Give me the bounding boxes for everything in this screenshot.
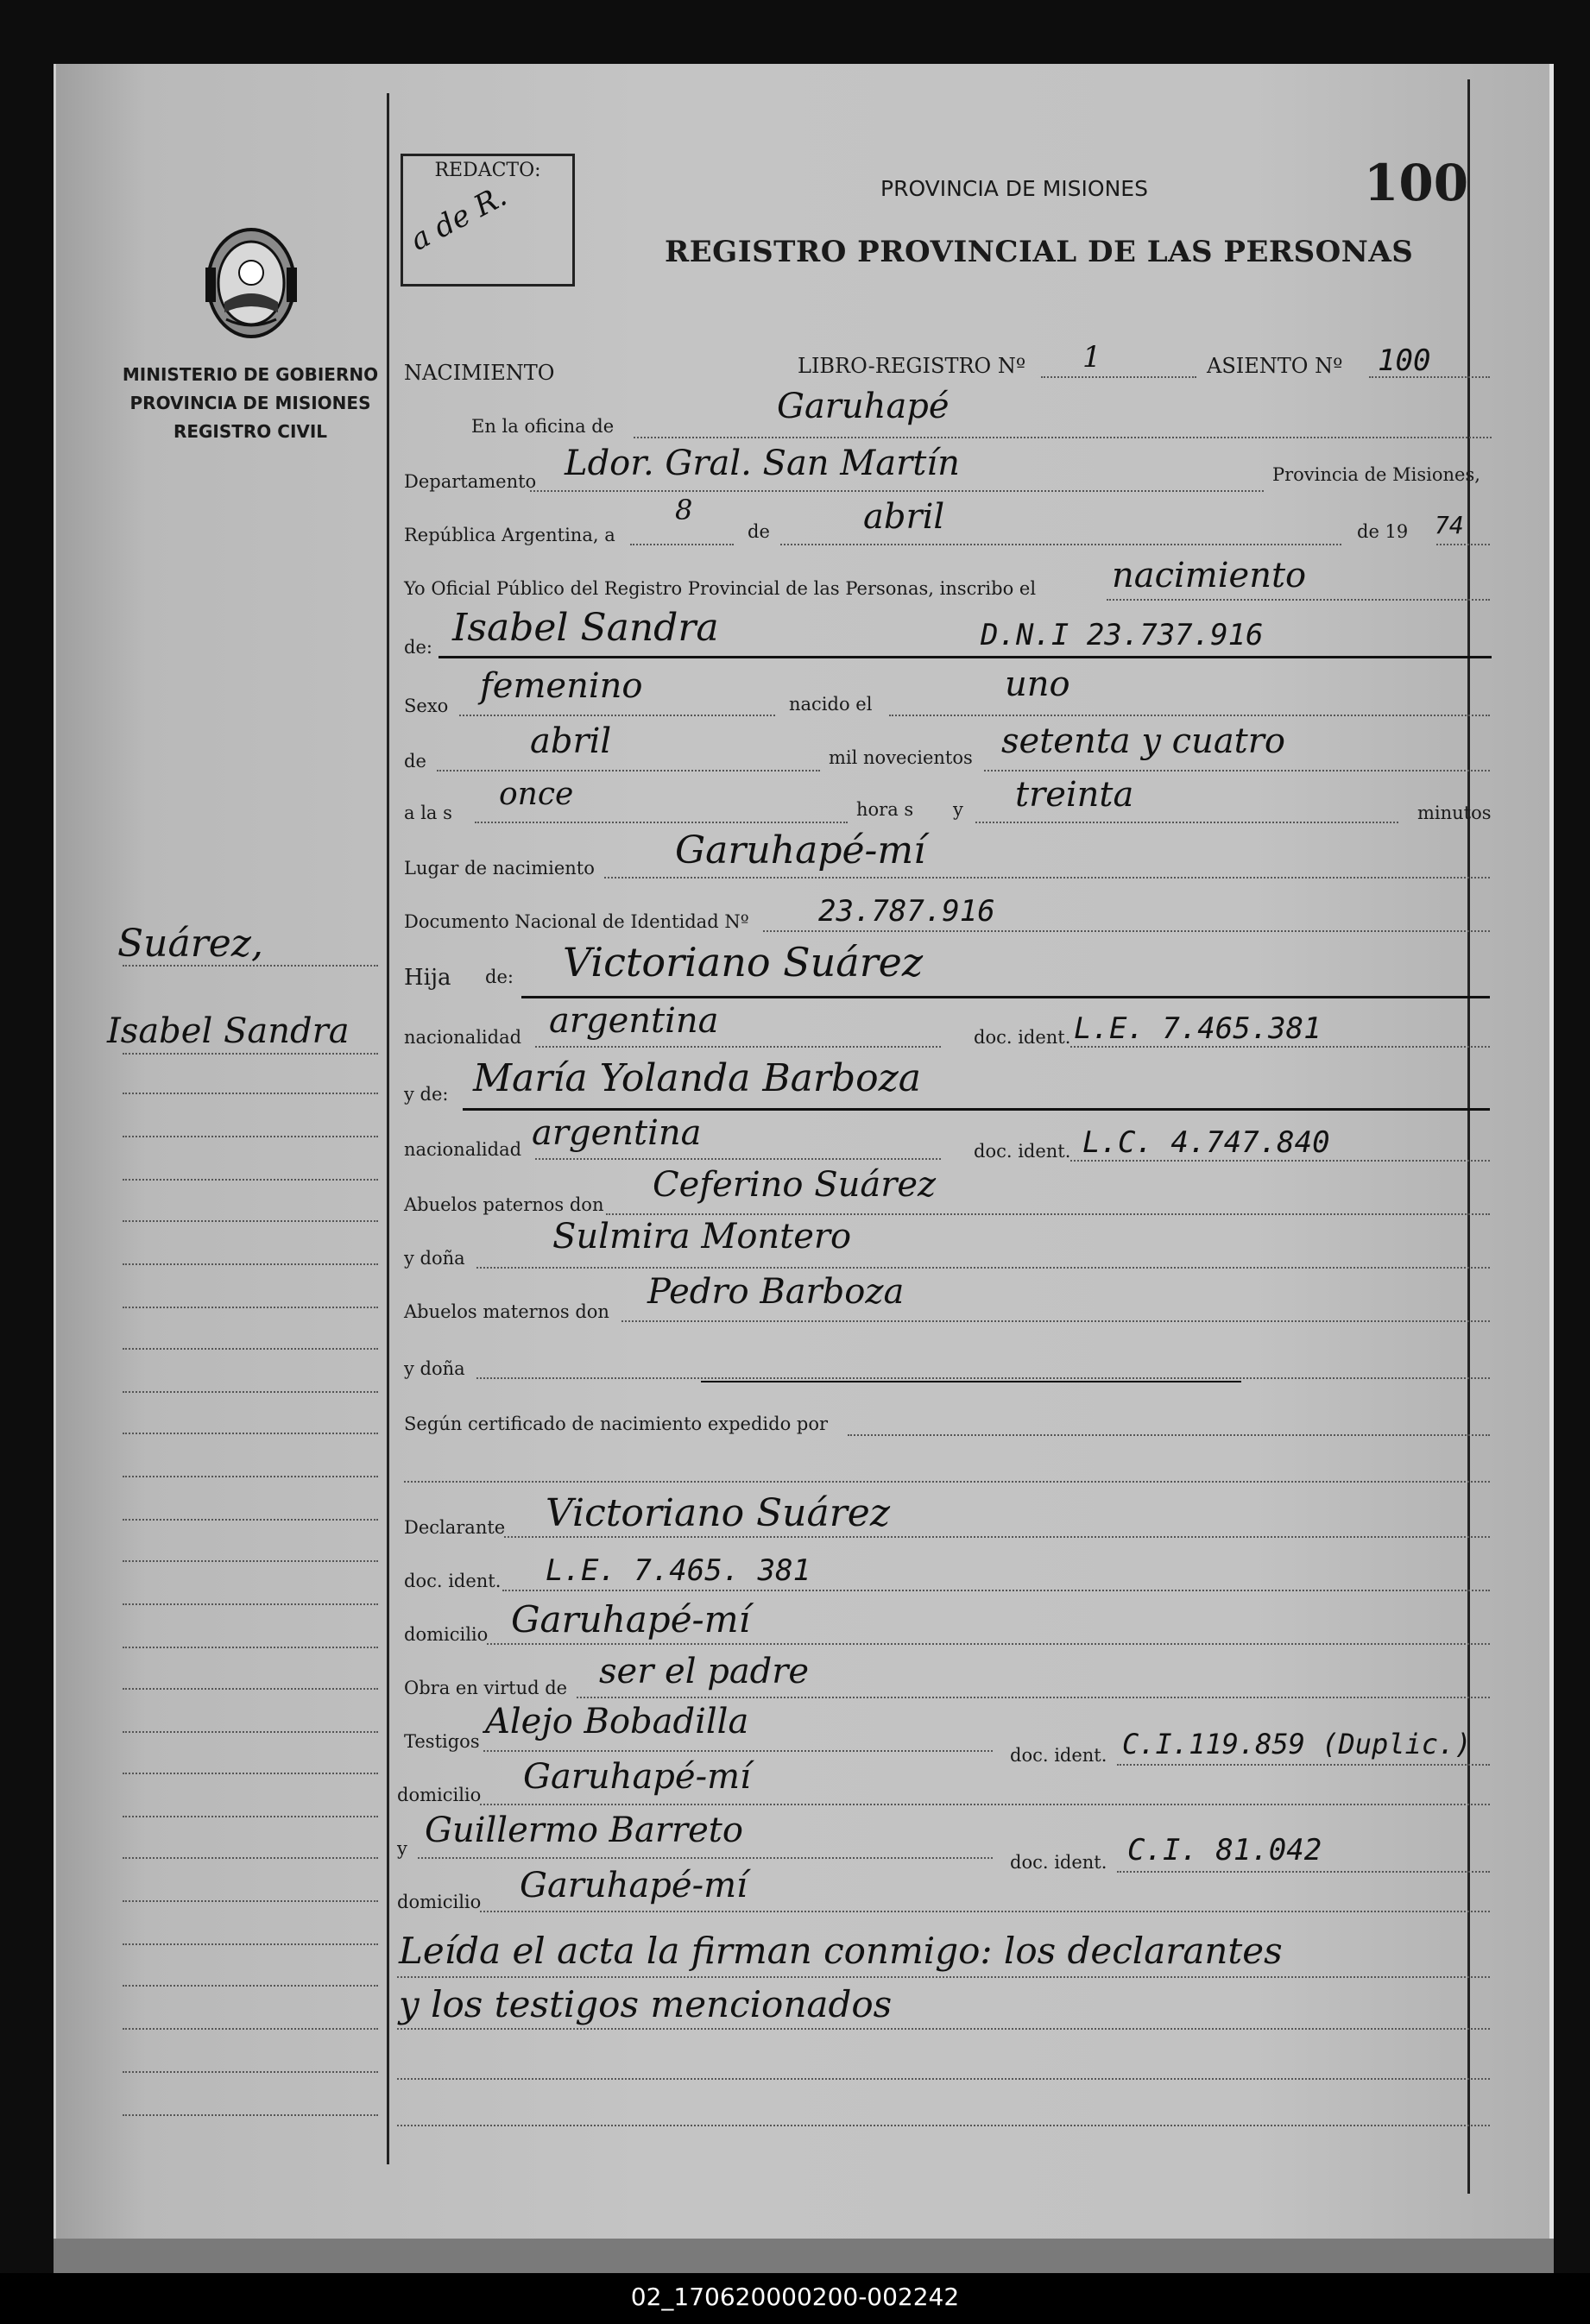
inscribo-label: Yo Oficial Público del Registro Provincial de las Personas, inscribo el bbox=[404, 578, 1037, 599]
dni-label: Documento Nacional de Identidad Nº bbox=[404, 911, 749, 932]
ministry-line-1: MINISTERIO DE GOBIERNO bbox=[122, 364, 379, 385]
asiento-value: 100 bbox=[1378, 343, 1431, 378]
margin-line bbox=[123, 2028, 378, 2030]
docident-1-label: doc. ident. bbox=[974, 1027, 1071, 1048]
redacto-stamp bbox=[401, 154, 575, 287]
coat-of-arms-seal bbox=[200, 223, 302, 347]
y-label: y bbox=[953, 799, 963, 820]
closing-line-1-rule bbox=[397, 1976, 1490, 1978]
oficina-label: En la oficina de bbox=[471, 416, 615, 437]
margin-line bbox=[123, 1053, 378, 1055]
docident-1-line bbox=[1070, 1046, 1490, 1048]
ministry-line-3: REGISTRO CIVIL bbox=[173, 421, 328, 442]
nacionalidad-2-line bbox=[535, 1158, 941, 1160]
inscribo-value: nacimiento bbox=[1112, 556, 1307, 595]
de-year-label: de 19 bbox=[1357, 521, 1409, 542]
margin-line bbox=[123, 1731, 378, 1733]
padre-underline bbox=[521, 996, 1490, 998]
testigos-label: Testigos bbox=[404, 1731, 480, 1752]
y-de-label: y de: bbox=[404, 1084, 449, 1105]
hora-value: once bbox=[499, 777, 574, 812]
closing-line-2: y los testigos mencionados bbox=[399, 1983, 893, 2025]
sexo-label: Sexo bbox=[404, 696, 449, 716]
margin-line bbox=[123, 1519, 378, 1521]
margin-line bbox=[123, 965, 378, 967]
provincia-label: Provincia de Misiones, bbox=[1272, 464, 1480, 485]
domicilio-3-label: domicilio bbox=[397, 1892, 482, 1912]
minutos-value: treinta bbox=[1015, 775, 1134, 815]
margin-line bbox=[123, 1560, 378, 1562]
docident-5-line bbox=[1117, 1871, 1490, 1873]
year-words-value: setenta y cuatro bbox=[1001, 721, 1285, 761]
abuelo-paterno-line bbox=[606, 1213, 1490, 1215]
left-column-rule bbox=[387, 93, 389, 2164]
dia-line bbox=[630, 544, 734, 545]
libro-label: LIBRO-REGISTRO Nº bbox=[798, 354, 1026, 378]
margin-line bbox=[123, 1348, 378, 1350]
margin-line bbox=[123, 1433, 378, 1434]
y-dona-1-label: y doña bbox=[404, 1248, 465, 1269]
closing-line-1: Leída el acta la firman conmigo: los declarantes bbox=[399, 1930, 1283, 1972]
abuela-paterna-line bbox=[476, 1267, 1490, 1269]
docident-3-line bbox=[502, 1590, 1490, 1591]
lugar-value: Garuhapé-mí bbox=[675, 828, 926, 872]
docident-2-label: doc. ident. bbox=[974, 1141, 1071, 1162]
margin-line bbox=[123, 2114, 378, 2116]
domicilio-3-value: Garuhapé-mí bbox=[520, 1866, 748, 1905]
de-month-label: de bbox=[404, 751, 426, 772]
page-number: 100 bbox=[1364, 154, 1469, 212]
testigo-2-line bbox=[418, 1857, 993, 1859]
nacionalidad-2-value: argentina bbox=[532, 1113, 702, 1153]
y-dona-2-label: y doña bbox=[404, 1358, 465, 1379]
nacido-value: uno bbox=[1005, 664, 1070, 704]
dni-line bbox=[763, 930, 1490, 932]
lugar-label: Lugar de nacimiento bbox=[404, 858, 595, 879]
nacionalidad-1-value: argentina bbox=[549, 1001, 719, 1041]
declarante-line bbox=[504, 1536, 1490, 1538]
page-edge bbox=[1549, 64, 1554, 2239]
right-column-rule bbox=[1467, 79, 1470, 2194]
minutos-line bbox=[975, 822, 1398, 823]
madre-value: María Yolanda Barboza bbox=[473, 1056, 922, 1100]
sexo-line bbox=[459, 715, 775, 716]
year-value: 74 bbox=[1435, 511, 1464, 539]
closing-line-2-rule bbox=[397, 2028, 1490, 2030]
domicilio-1-line bbox=[487, 1643, 1490, 1645]
ministry-header bbox=[121, 361, 380, 446]
abuela-materna-dash bbox=[701, 1381, 1241, 1382]
margin-line bbox=[123, 1476, 378, 1477]
scan-footer-id: 02_170620000200-002242 bbox=[0, 2273, 1590, 2324]
testigo-1-value: Alejo Bobadilla bbox=[485, 1702, 749, 1741]
madre-underline bbox=[463, 1108, 1490, 1111]
margin-line bbox=[123, 1816, 378, 1817]
testigo-2-value: Guillermo Barreto bbox=[425, 1811, 743, 1850]
mes-line bbox=[780, 544, 1341, 545]
docident-4-line bbox=[1117, 1764, 1490, 1766]
nacionalidad-1-label: nacionalidad bbox=[404, 1027, 522, 1048]
nacido-line bbox=[889, 715, 1490, 716]
hora-label: hora s bbox=[856, 799, 914, 820]
margin-line bbox=[123, 1688, 378, 1690]
docident-3-label: doc. ident. bbox=[404, 1571, 502, 1591]
abuelo-materno-value: Pedro Barboza bbox=[647, 1272, 905, 1312]
abuelo-materno-line bbox=[621, 1320, 1490, 1322]
docident-1-value: L.E. 7.465.381 bbox=[1074, 1011, 1322, 1046]
domicilio-1-label: domicilio bbox=[404, 1624, 489, 1645]
blank-rule bbox=[397, 2078, 1490, 2080]
margin-line bbox=[123, 1391, 378, 1393]
nacido-label: nacido el bbox=[789, 694, 873, 715]
hija-de-label: de: bbox=[485, 967, 514, 987]
departamento-line bbox=[530, 490, 1264, 492]
margin-line bbox=[123, 2071, 378, 2073]
docident-4-label: doc. ident. bbox=[1010, 1745, 1107, 1766]
margin-line bbox=[123, 1093, 378, 1094]
ministry-line-2: PROVINCIA DE MISIONES bbox=[129, 393, 371, 413]
docident-4-value: C.I.119.859 (Duplic.) bbox=[1122, 1728, 1472, 1760]
oficina-value: Garuhapé bbox=[777, 387, 950, 426]
obra-label: Obra en virtud de bbox=[404, 1678, 568, 1698]
asiento-label: ASIENTO Nº bbox=[1207, 354, 1343, 378]
margin-line bbox=[123, 1220, 378, 1222]
year-line bbox=[1436, 544, 1490, 545]
margin-line bbox=[123, 1307, 378, 1308]
republica-label: República Argentina, a bbox=[404, 525, 615, 545]
hija-label: Hija bbox=[404, 965, 451, 991]
nacionalidad-2-label: nacionalidad bbox=[404, 1139, 522, 1160]
minutos-label: minutos bbox=[1417, 803, 1492, 823]
margin-line bbox=[123, 1900, 378, 1902]
certificado-line-2 bbox=[404, 1481, 1490, 1483]
oficina-line bbox=[634, 437, 1492, 438]
margin-line bbox=[123, 1136, 378, 1137]
docident-2-line bbox=[1070, 1160, 1490, 1162]
year-words-line bbox=[984, 770, 1490, 772]
testigo-1-line bbox=[483, 1750, 993, 1752]
mes-value: abril bbox=[863, 497, 945, 537]
certificado-label: Según certificado de nacimiento expedido por bbox=[404, 1414, 829, 1434]
docident-2-value: L.C. 4.747.840 bbox=[1082, 1125, 1330, 1160]
margin-line bbox=[123, 1857, 378, 1859]
abuela-paterna-value: Sulmira Montero bbox=[552, 1217, 852, 1256]
padre-value: Victoriano Suárez bbox=[563, 939, 924, 986]
declarante-value: Victoriano Suárez bbox=[546, 1491, 891, 1535]
dni-inline-value: D.N.I 23.737.916 bbox=[981, 618, 1264, 652]
sexo-value: femenino bbox=[480, 666, 643, 706]
docident-5-value: C.I. 81.042 bbox=[1127, 1833, 1322, 1867]
margin-surname: Suárez, bbox=[117, 922, 263, 966]
birth-month-line bbox=[437, 770, 820, 772]
registry-title: REGISTRO PROVINCIAL DE LAS PERSONAS bbox=[665, 235, 1414, 269]
margin-line bbox=[123, 1179, 378, 1181]
name-underline bbox=[439, 656, 1492, 658]
domicilio-2-line bbox=[480, 1804, 1490, 1805]
domicilio-3-line bbox=[480, 1911, 1490, 1912]
blank-rule bbox=[397, 2125, 1490, 2126]
nacimiento-label: NACIMIENTO bbox=[404, 361, 555, 385]
obra-line bbox=[577, 1697, 1490, 1698]
obra-value: ser el padre bbox=[599, 1652, 810, 1691]
mil-label: mil novecientos bbox=[829, 747, 973, 768]
domicilio-2-value: Garuhapé-mí bbox=[523, 1757, 751, 1797]
margin-names: Isabel Sandra bbox=[107, 1011, 350, 1051]
nacionalidad-1-line bbox=[535, 1046, 941, 1048]
certificado-line-1 bbox=[848, 1434, 1490, 1436]
y-2-label: y bbox=[397, 1838, 407, 1859]
departamento-value: Ldor. Gral. San Martín bbox=[565, 444, 960, 483]
declarante-label: Declarante bbox=[404, 1517, 506, 1538]
de-label: de bbox=[748, 521, 770, 542]
lugar-line bbox=[604, 877, 1490, 879]
abuela-materna-line bbox=[476, 1377, 1490, 1379]
margin-line bbox=[123, 1263, 378, 1265]
dia-value: 8 bbox=[675, 494, 693, 526]
abuelo-paterno-value: Ceferino Suárez bbox=[653, 1165, 937, 1205]
page-bottom-edge bbox=[54, 2239, 1554, 2273]
inscribo-line bbox=[1107, 599, 1490, 601]
docident-3-value: L.E. 7.465. 381 bbox=[546, 1553, 811, 1588]
de-name-label: de: bbox=[404, 637, 432, 658]
domicilio-2-label: domicilio bbox=[397, 1785, 482, 1805]
abuelos-paternos-label: Abuelos paternos don bbox=[404, 1194, 604, 1215]
dni-number-value: 23.787.916 bbox=[818, 894, 995, 929]
hora-line bbox=[475, 822, 848, 823]
domicilio-1-value: Garuhapé-mí bbox=[511, 1598, 750, 1641]
libro-line bbox=[1041, 376, 1196, 378]
birth-month-value: abril bbox=[530, 721, 612, 761]
margin-line bbox=[123, 1943, 378, 1945]
abuelos-maternos-label: Abuelos maternos don bbox=[404, 1301, 609, 1322]
name-value: Isabel Sandra bbox=[452, 606, 719, 650]
libro-value: 1 bbox=[1082, 340, 1101, 375]
margin-line bbox=[123, 1773, 378, 1774]
docident-5-label: doc. ident. bbox=[1010, 1852, 1107, 1873]
stamp-initials: a de R. bbox=[404, 179, 513, 258]
margin-line bbox=[123, 1647, 378, 1648]
province-title: PROVINCIA DE MISIONES bbox=[880, 176, 1148, 201]
stamp-label: REDACTO: bbox=[434, 160, 541, 181]
margin-line bbox=[123, 1985, 378, 1987]
departamento-label: Departamento bbox=[404, 471, 537, 492]
margin-line bbox=[123, 1603, 378, 1605]
a-la-label: a la s bbox=[404, 803, 452, 823]
